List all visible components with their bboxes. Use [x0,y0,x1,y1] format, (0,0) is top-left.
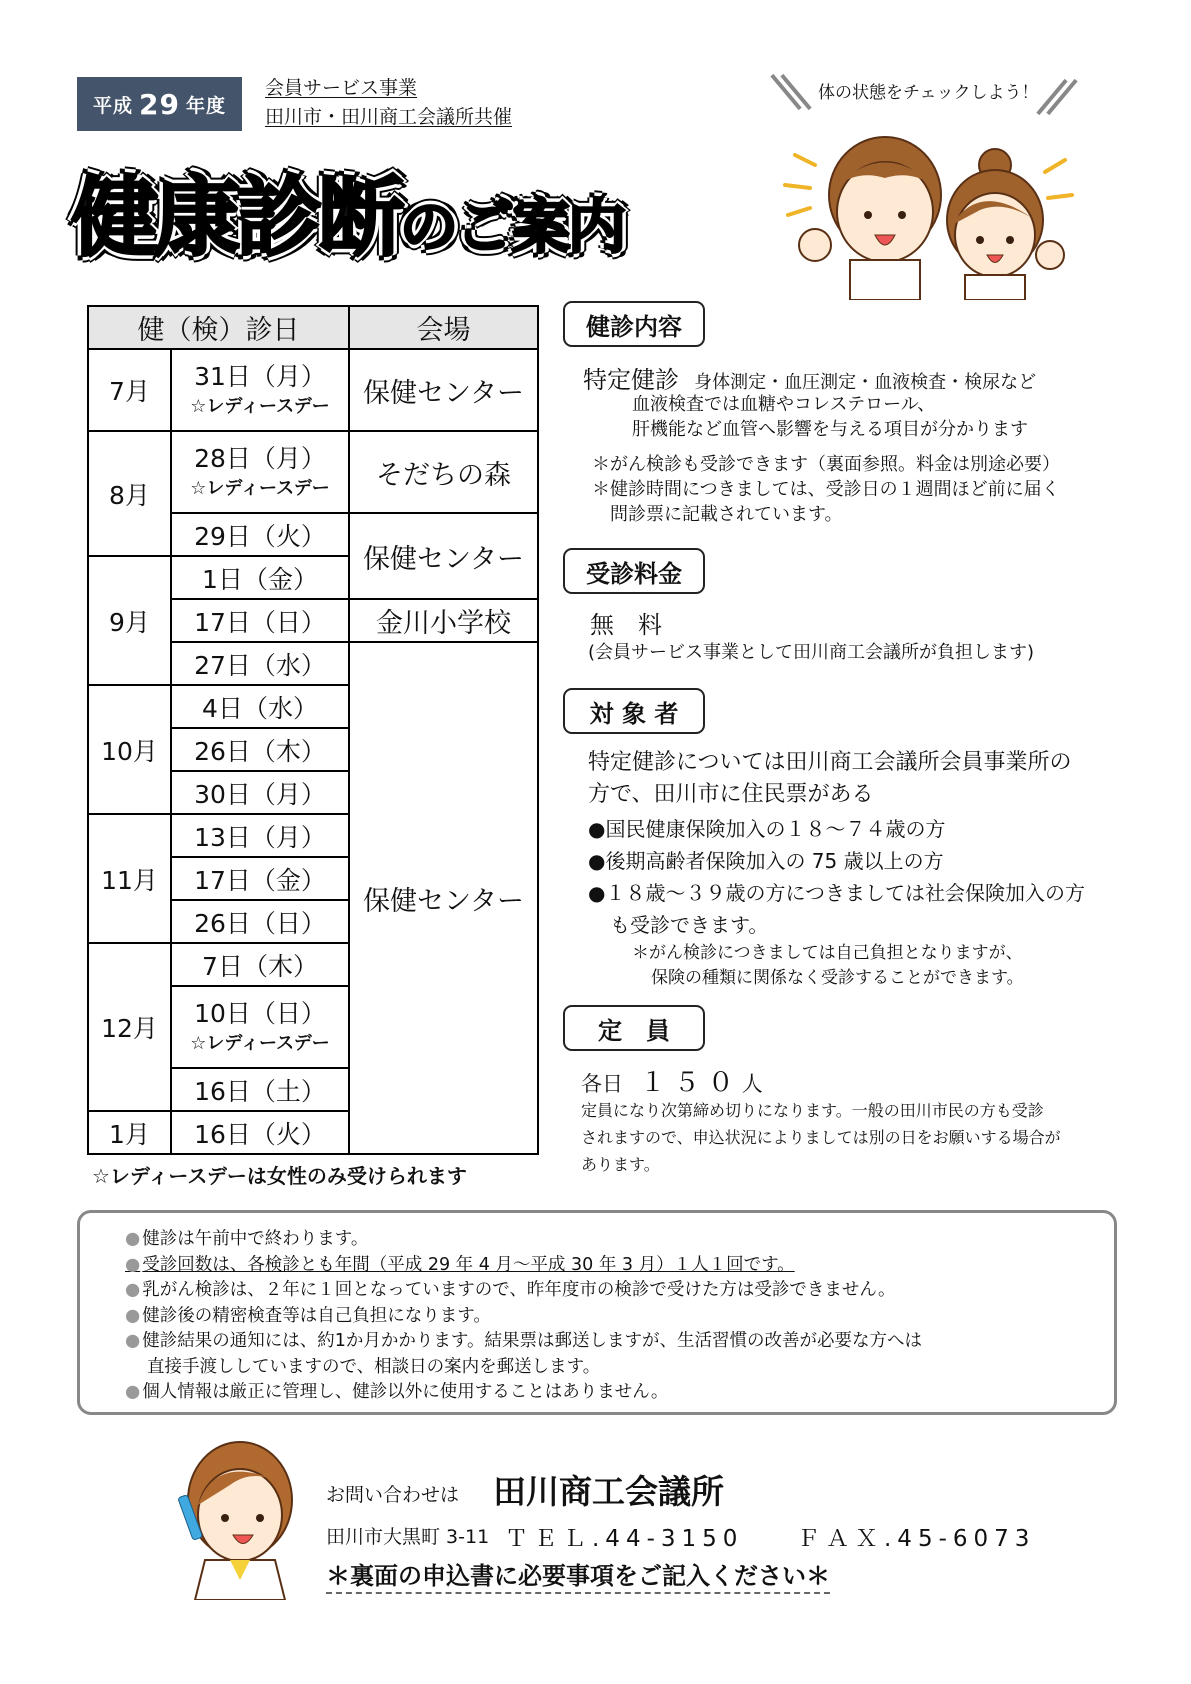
date-cell: 16日（土） [171,1068,349,1111]
section-label-fee: 受診料金 [563,548,705,594]
table-row [88,349,538,431]
date-cell [171,986,349,1068]
page-title [72,148,624,272]
fax-number: ＦＡＸ.45-6073 [797,1526,1036,1552]
target-line: 方で、田川市に住民票がある [588,782,874,807]
content-title: 特定健診 [583,366,679,394]
content-desc-line: 肝機能など血管へ影響を与える項目が分かります [632,419,1028,440]
ladies-day-label: ☆レディースデー [190,396,330,417]
target-bullet: ●国民健康保険加入の１８～７４歳の方 [588,817,946,841]
note-item: ● 個人情報は厳正に管理し、健診以外に使用することはありません。 [125,1380,1114,1406]
content-items: 身体測定・血圧測定・血液検査・検尿など [694,372,1037,393]
target-notes [632,941,1024,991]
month-cell: 9月 [88,556,171,685]
phone-number: ＴＥＬ.44-3150 [505,1526,744,1552]
speech-text: 体の状態をチェックしよう！ [818,83,1039,103]
capacity-number: １５０ [639,1068,742,1098]
date-cell: 27日（水） [171,642,349,685]
date-cell: 30日（月） [171,771,349,814]
year-badge [77,77,242,131]
content-desc-line: 血液検査では血糖やコレステロール、 [632,394,936,415]
date-cell: 7日（木） [171,943,349,986]
capacity-value [581,1062,763,1099]
date-cell: 26日（日） [171,900,349,943]
month-cell: 11月 [88,814,171,943]
note-item: ● 受診回数は、各検診とも年間（平成 29 年 4 月～平成 30 年 3 月）１人１回です。 [125,1253,1114,1279]
ladies-day-label: ☆レディースデー [190,478,330,499]
table-row [88,431,538,513]
address: 田川市大黒町 3-11 [326,1526,490,1548]
title-main: 健康診断 [72,168,400,268]
ladies-day-note: ☆レディースデーは女性のみ受けられます [92,1164,467,1188]
content-notes [592,452,1060,527]
capacity-notes [581,1097,1061,1178]
content-note: 問診票に記載されています。 [610,504,843,525]
section-label-content: 健診内容 [563,301,705,347]
header-venue: 会場 [349,306,538,349]
fee-note: (会員サービス事業として田川商工会議所が負担します) [588,642,1035,663]
year-era: 平成 [93,94,134,117]
date-cell: 17日（金） [171,857,349,900]
month-cell: 8月 [88,431,171,556]
capacity-note: 定員になり次第締め切りになります。一般の田川市民の方も受診 [581,1101,1044,1120]
section-label-target: 対 象 者 [563,688,705,734]
organizer-line: 会員サービス事業 [265,77,418,99]
venue-cell: 保健センター [349,513,538,599]
woman-on-phone-illustration [175,1440,295,1600]
date-text: 28日（月） [194,444,326,473]
venue-cell: 金川小学校 [349,599,538,642]
fee-value: 無 料 [590,611,662,639]
target-line: 特定健診については田川商工会議所会員事業所の [588,750,1072,775]
table-header-row [88,306,538,349]
venue-cell: そだちの森 [349,431,538,513]
target-bullet: も受診できます。 [610,913,769,937]
content-desc [632,392,1028,442]
content-main [583,360,1036,395]
date-text: 31日（月） [194,362,326,391]
date-text: 10日（日） [194,999,326,1028]
note-item: 直接手渡ししていますので、相談日の案内を郵送します。 [147,1356,601,1377]
note-item: ● 乳がん検診は、２年に１回となっていますので、昨年度市の検診で受けた方は受診できません。 [125,1278,1114,1304]
note-item: ● 健診は午前中で終わります。 [125,1227,1114,1253]
date-cell [171,349,349,431]
title-rest: ご案内 [456,193,625,261]
date-cell: 17日（日） [171,599,349,642]
capacity-note: あります。 [581,1155,660,1174]
year-suffix: 年度 [185,94,226,117]
org-name: 田川商工会議所 [493,1472,724,1511]
venue-cell: 保健センター [349,349,538,431]
note-item: ● 健診結果の通知には、約1か月かかります。結果票は郵送しますが、生活習慣の改善が必要な方へは [125,1329,1114,1355]
date-cell: 4日（水） [171,685,349,728]
contact-lead: お問い合わせは [326,1484,460,1506]
venue-cell: 保健センター [349,642,538,1154]
target-desc [588,747,1072,811]
year-number: 29 [139,87,180,121]
date-cell [171,431,349,513]
notes-box [77,1210,1117,1415]
month-cell: 1月 [88,1111,171,1154]
target-bullet: ●後期高齢者保険加入の 75 歳以上の方 [588,849,944,873]
month-cell: 7月 [88,349,171,431]
capacity-prefix: 各日 [581,1072,623,1096]
date-cell: 26日（木） [171,728,349,771]
content-note: ＊がん検診も受診できます（裏面参照。料金は別途必要） [592,454,1060,475]
header-date: 健（検）診日 [88,306,349,349]
target-bullets [588,813,1085,941]
title-no: の [400,193,457,261]
application-reminder: ＊裏面の申込書に必要事項をご記入ください＊ [326,1556,830,1594]
capacity-unit: 人 [741,1072,763,1096]
date-cell: 13日（月） [171,814,349,857]
note-item: ● 健診後の精密検査等は自己負担になります。 [125,1304,1114,1330]
capacity-note: されますので、申込状況によりましては別の日をお願いする場合が [581,1128,1061,1147]
male-nurse-icon [799,137,941,300]
target-note: 保険の種類に関係なく受診することができます。 [651,968,1024,988]
month-cell: 12月 [88,943,171,1111]
target-note: ＊がん検診につきましては自己負担となりますが、 [632,943,1023,963]
date-cell: 16日（火） [171,1111,349,1154]
date-cell: 29日（火） [171,513,349,556]
month-cell: 10月 [88,685,171,814]
schedule-table [87,305,539,1155]
date-cell: 1日（金） [171,556,349,599]
ladies-day-label: ☆レディースデー [190,1033,330,1054]
content-note: ＊健診時間につきましては、受診日の１週間ほど前に届く [592,479,1060,500]
section-label-capacity: 定 員 [563,1005,705,1051]
target-bullet: ●１８歳～３９歳の方につきましては社会保険加入の方 [588,881,1086,905]
organizer-line: 田川市・田川商工会議所共催 [265,106,513,128]
nurses-illustration [780,130,1080,300]
organizer [265,74,512,132]
